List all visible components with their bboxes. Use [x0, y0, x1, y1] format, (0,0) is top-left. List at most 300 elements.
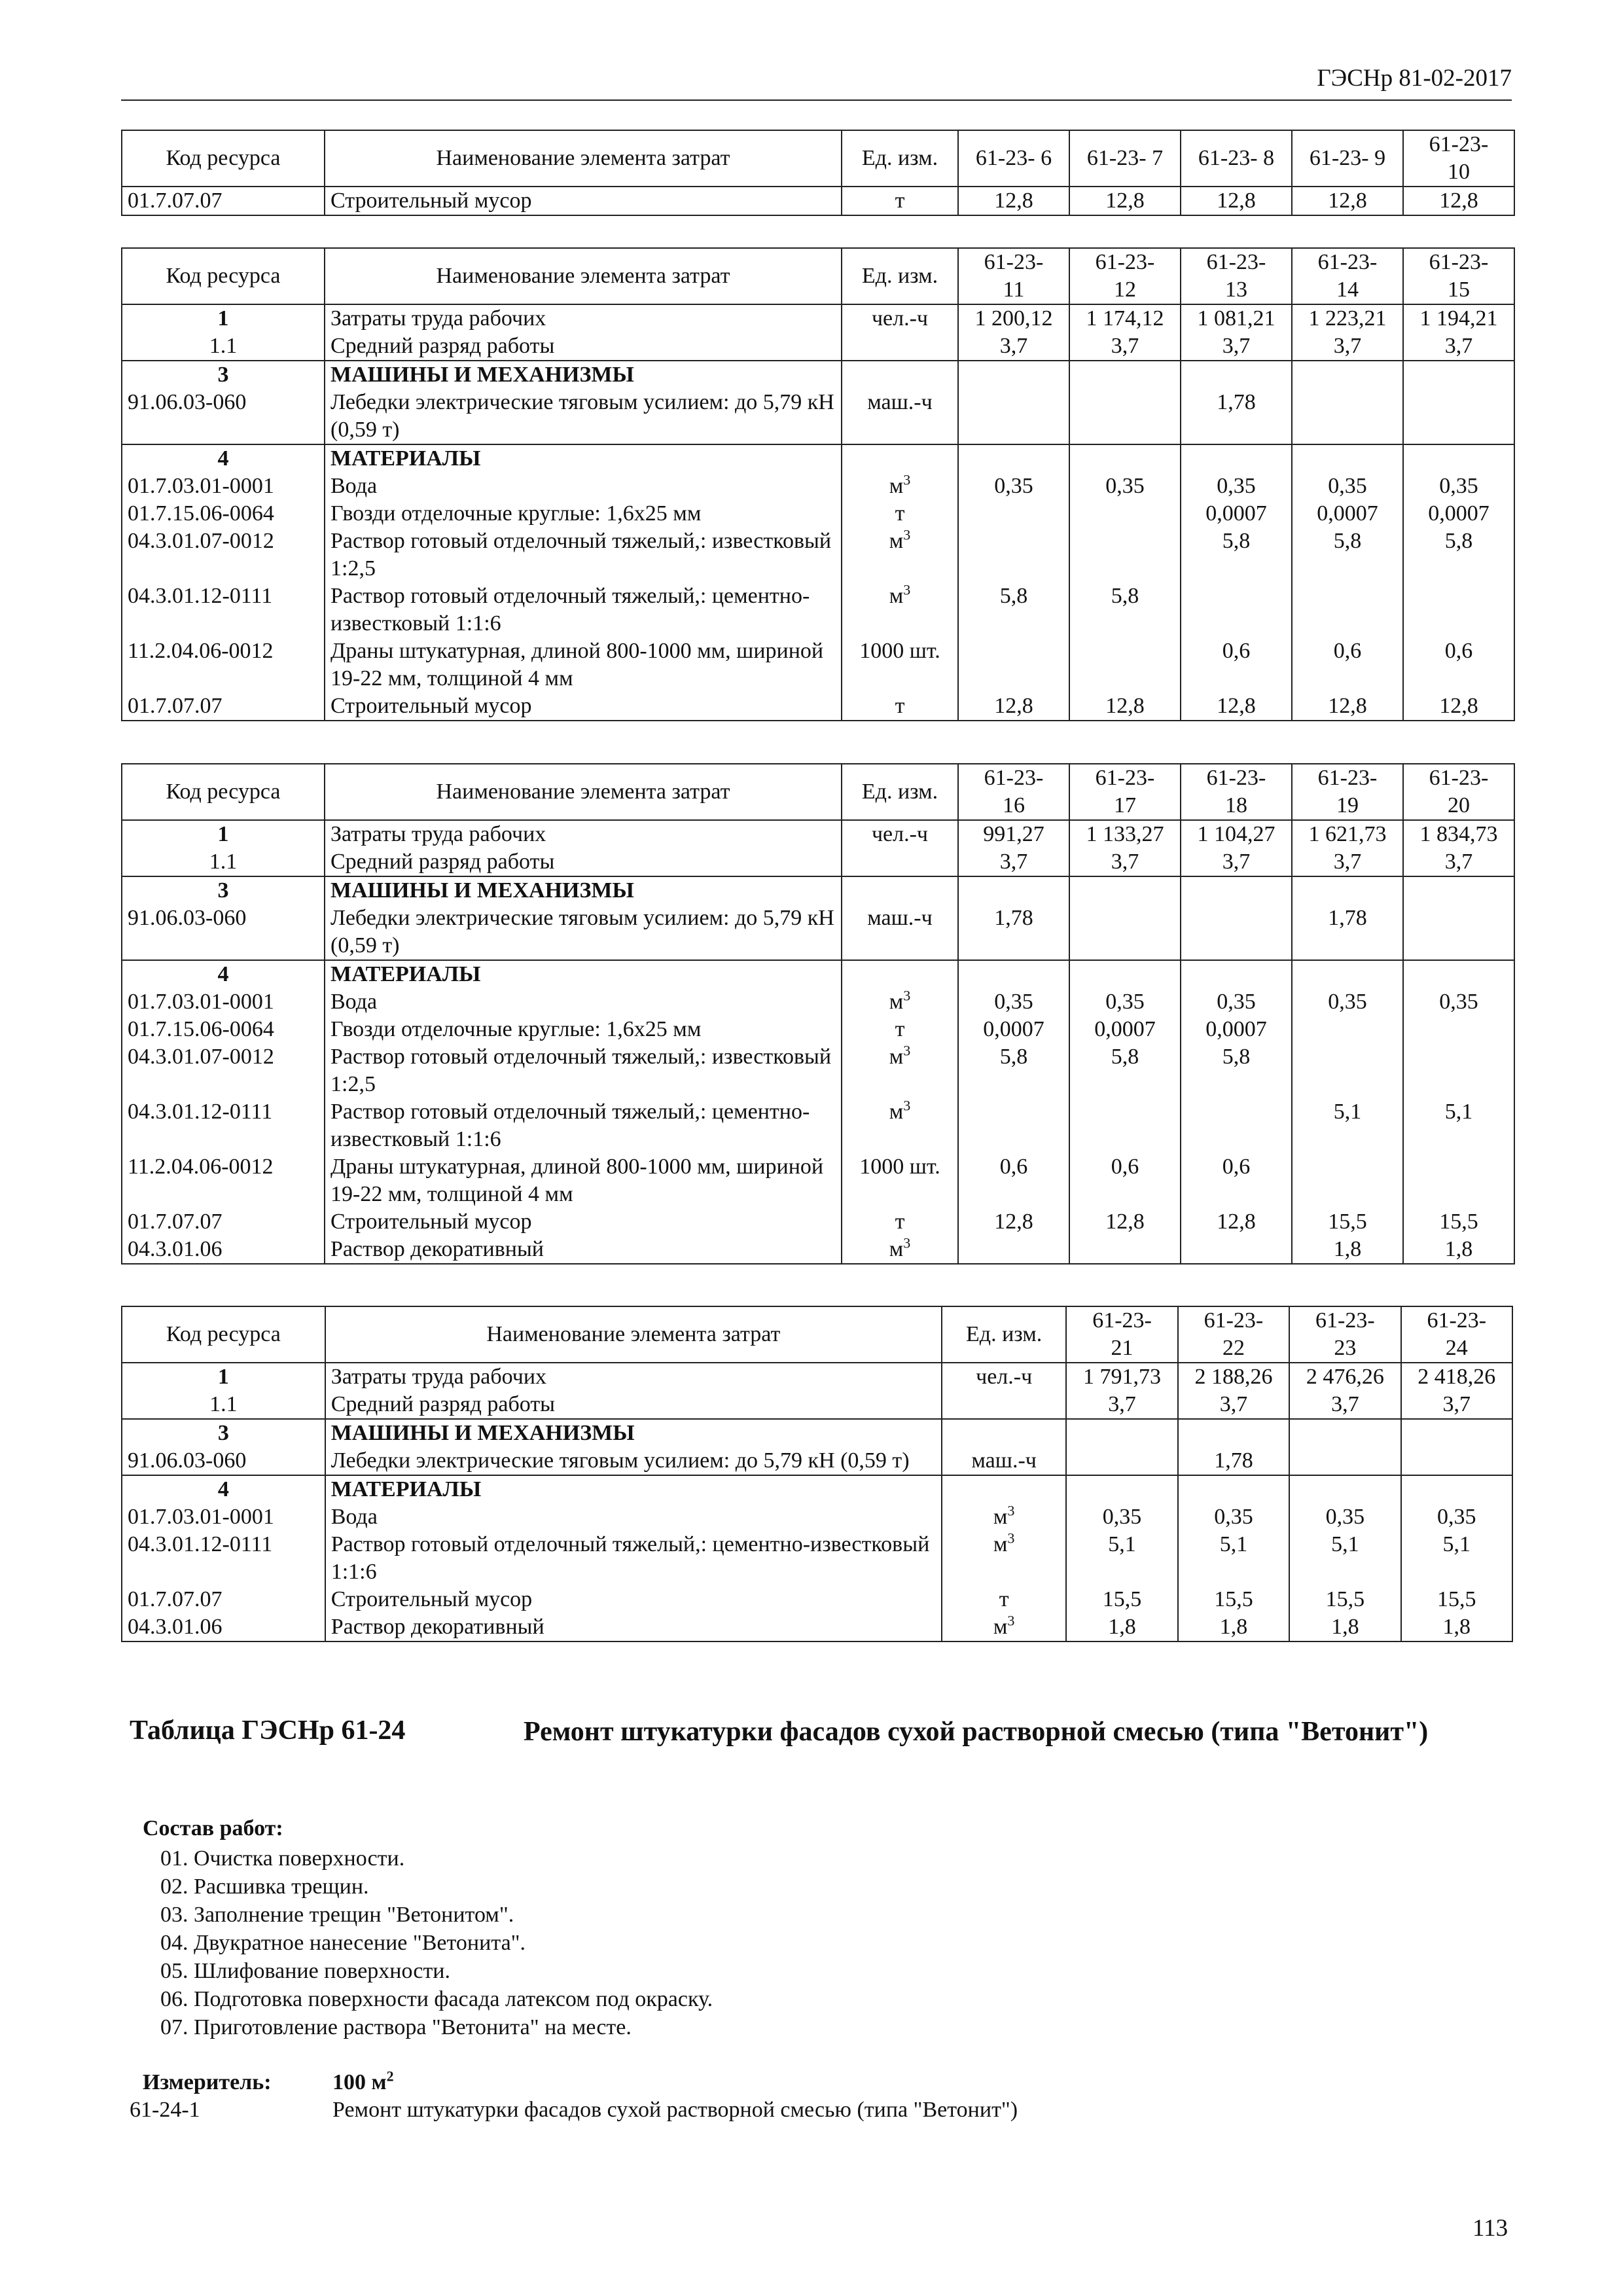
norm-value: 3,7	[1403, 848, 1514, 876]
norm-value: 5,1	[1403, 1098, 1514, 1153]
norm-value: 12,8	[1181, 187, 1292, 215]
resource-code: 01.7.15.06-0064	[122, 500, 325, 528]
work-item: 03. Заполнение трещин "Ветонитом".	[160, 1903, 514, 1927]
norm-value: 15,5	[1401, 1586, 1512, 1613]
norm-value: 0,6	[1403, 637, 1514, 692]
norm-value: 1 194,21	[1403, 304, 1514, 332]
resource-unit: $м^3$	[942, 1503, 1066, 1531]
resource-unit	[942, 1419, 1066, 1447]
norm-value: 12,8	[1292, 692, 1403, 721]
resource-code: 1	[122, 304, 325, 332]
resource-unit: т	[842, 1016, 958, 1043]
resource-name: Средний разряд работы	[325, 1391, 942, 1419]
resource-name: Строительный мусор	[325, 1586, 942, 1613]
resource-name: Затраты труда рабочих	[325, 820, 842, 848]
table-header-row	[122, 248, 1514, 304]
norm-value: 1,8	[1401, 1613, 1512, 1641]
norm-value: 1,8	[1403, 1236, 1514, 1264]
resource-code: 01.7.07.07	[122, 692, 325, 721]
resource-unit: т	[942, 1586, 1066, 1613]
norm-value: 3,7	[1401, 1391, 1512, 1419]
norm-value: 1 791,73	[1066, 1363, 1177, 1391]
col-header-unit: Ед. изм.	[842, 248, 958, 304]
resource-code: 91.06.03-060	[122, 389, 325, 444]
norm-value	[1178, 1475, 1289, 1503]
table-row	[122, 1043, 1514, 1098]
col-header-name: Наименование элемента затрат	[325, 1306, 942, 1363]
col-header-name: Наименование элемента затрат	[325, 130, 842, 187]
norm-value: 15,5	[1178, 1586, 1289, 1613]
norm-value: 0,35	[1181, 988, 1292, 1016]
resource-name: Драны штукатурная, длиной 800-1000 мм, шириной 19-22 мм, толщиной 4 мм	[325, 1153, 842, 1208]
resource-name: Средний разряд работы	[325, 332, 842, 361]
resource-unit: $м^3$	[842, 988, 958, 1016]
norm-value: 1 133,27	[1069, 820, 1181, 848]
resource-name: Строительный мусор	[325, 187, 842, 215]
norm-value: 15,5	[1403, 1208, 1514, 1236]
norm-value: 1,78	[1292, 905, 1403, 960]
resource-name: МАШИНЫ И МЕХАНИЗМЫ	[325, 876, 842, 905]
resource-code: 4	[122, 444, 325, 473]
norm-value: 3,7	[958, 848, 1069, 876]
col-header-unit: Ед. изм.	[842, 764, 958, 820]
resource-code: 01.7.15.06-0064	[122, 1016, 325, 1043]
norm-value: 15,5	[1292, 1208, 1403, 1236]
norm-value: 3,7	[1178, 1391, 1289, 1419]
group-row	[122, 1419, 1512, 1447]
norm-value: 0,35	[958, 988, 1069, 1016]
resource-unit: 1000 шт.	[842, 1153, 958, 1208]
page-number: 113	[1472, 2215, 1508, 2242]
norm-value: 15,5	[1289, 1586, 1400, 1613]
col-header-name: Наименование элемента затрат	[325, 248, 842, 304]
norm-value	[958, 1236, 1069, 1264]
col-header-norm: 61-23- 13	[1181, 248, 1292, 304]
norm-value: 0,35	[1403, 988, 1514, 1016]
norm-value	[1403, 583, 1514, 637]
norm-value: 0,6	[1292, 637, 1403, 692]
resource-code: 3	[122, 876, 325, 905]
work-item: 02. Расшивка трещин.	[160, 1874, 369, 1899]
norm-value	[1181, 583, 1292, 637]
resource-code: 1.1	[122, 848, 325, 876]
resource-unit	[842, 332, 958, 361]
group-row	[122, 361, 1514, 389]
norm-value	[1292, 876, 1403, 905]
norm-value	[958, 876, 1069, 905]
group-row	[122, 1475, 1512, 1503]
resource-unit: чел.-ч	[842, 820, 958, 848]
table-row	[122, 389, 1514, 444]
norm-value	[1066, 1475, 1177, 1503]
norm-value: 1,78	[958, 905, 1069, 960]
col-header-unit: Ед. изм.	[842, 130, 958, 187]
resource-unit: $м^3$	[842, 583, 958, 637]
norm-value	[1292, 444, 1403, 473]
resource-code: 01.7.07.07	[122, 1586, 325, 1613]
norm-value	[1069, 960, 1181, 988]
col-header-norm: 61-23- 21	[1066, 1306, 1177, 1363]
resource-unit: т	[842, 187, 958, 215]
norm-value: 0,35	[1178, 1503, 1289, 1531]
table-row	[122, 692, 1514, 721]
resource-unit: $м^3$	[842, 473, 958, 500]
norm-value	[1403, 361, 1514, 389]
norm-value	[1401, 1447, 1512, 1475]
norm-value	[1403, 960, 1514, 988]
norm-value: 0,0007	[1403, 500, 1514, 528]
resource-name: Раствор готовый отделочный тяжелый,: известковый 1:2,5	[325, 528, 842, 583]
norm-value: 3,7	[1069, 332, 1181, 361]
resource-code: 01.7.07.07	[122, 187, 325, 215]
norm-value	[958, 361, 1069, 389]
table-row	[122, 332, 1514, 361]
meter-label: Измеритель:	[143, 2070, 272, 2094]
resource-code: 04.3.01.12-0111	[122, 1531, 325, 1586]
resource-name: Затраты труда рабочих	[325, 304, 842, 332]
resource-unit	[842, 876, 958, 905]
norm-value	[1069, 500, 1181, 528]
resource-unit: $м^3$	[842, 528, 958, 583]
norm-value: 0,6	[1181, 1153, 1292, 1208]
resource-code: 4	[122, 960, 325, 988]
table-row	[122, 905, 1514, 960]
norm-value	[1401, 1419, 1512, 1447]
col-header-norm: 61-23- 15	[1403, 248, 1514, 304]
norm-value: 5,8	[1403, 528, 1514, 583]
table-row	[122, 583, 1514, 637]
norm-value: 991,27	[958, 820, 1069, 848]
resource-unit	[842, 361, 958, 389]
table-row	[122, 1016, 1514, 1043]
norm-value: 3,7	[1066, 1391, 1177, 1419]
resource-unit: чел.-ч	[842, 304, 958, 332]
resource-unit: т	[842, 1208, 958, 1236]
norm-value: 1,78	[1181, 389, 1292, 444]
group-row	[122, 820, 1514, 848]
resource-unit	[842, 848, 958, 876]
norm-value: 0,0007	[1292, 500, 1403, 528]
norm-value	[1181, 876, 1292, 905]
work-composition-title: Состав работ:	[143, 1816, 283, 1840]
resource-unit: $м^3$	[842, 1043, 958, 1098]
norm-value: 3,7	[1181, 332, 1292, 361]
resource-unit	[942, 1391, 1066, 1419]
norm-value	[1178, 1419, 1289, 1447]
norm-value: 1 621,73	[1292, 820, 1403, 848]
resource-code: 04.3.01.07-0012	[122, 528, 325, 583]
group-row	[122, 304, 1514, 332]
norm-value	[1066, 1419, 1177, 1447]
norm-value: 0,0007	[1181, 1016, 1292, 1043]
col-header-norm: 61-23- 20	[1403, 764, 1514, 820]
resource-unit: маш.-ч	[842, 905, 958, 960]
norm-value: 5,8	[1069, 583, 1181, 637]
norm-value: 1 104,27	[1181, 820, 1292, 848]
norm-value	[958, 528, 1069, 583]
norm-value	[1066, 1447, 1177, 1475]
norm-value: 5,8	[958, 583, 1069, 637]
norm-value	[1069, 905, 1181, 960]
table-row	[122, 637, 1514, 692]
norm-value	[1289, 1475, 1400, 1503]
col-header-norm: 61-23- 6	[958, 130, 1069, 187]
col-header-code: Код ресурса	[122, 1306, 325, 1363]
table-row	[122, 500, 1514, 528]
resource-name: МАШИНЫ И МЕХАНИЗМЫ	[325, 361, 842, 389]
col-header-norm: 61-23- 17	[1069, 764, 1181, 820]
table-row	[122, 1208, 1514, 1236]
resource-code: 11.2.04.06-0012	[122, 1153, 325, 1208]
norm-value: 3,7	[1289, 1391, 1400, 1419]
norm-value: 12,8	[1403, 187, 1514, 215]
table-row	[122, 1098, 1514, 1153]
norm-value	[1181, 905, 1292, 960]
norm-value: 12,8	[958, 692, 1069, 721]
resource-code: 01.7.03.01-0001	[122, 473, 325, 500]
norm-value	[1292, 389, 1403, 444]
work-composition-list	[160, 1844, 713, 2041]
norm-value: 5,8	[1181, 528, 1292, 583]
resource-name: Гвозди отделочные круглые: 1,6х25 мм	[325, 1016, 842, 1043]
norm-value	[1069, 1098, 1181, 1153]
col-header-code: Код ресурса	[122, 130, 325, 187]
norm-value: 5,8	[958, 1043, 1069, 1098]
group-row	[122, 444, 1514, 473]
resource-code: 4	[122, 1475, 325, 1503]
table-row	[122, 187, 1514, 215]
norm-value: 1,8	[1178, 1613, 1289, 1641]
norm-value: 0,0007	[1069, 1016, 1181, 1043]
norm-value	[1292, 361, 1403, 389]
work-item: 05. Шлифование поверхности.	[160, 1959, 450, 1983]
norm-value: 12,8	[1069, 1208, 1181, 1236]
norm-value	[1181, 1098, 1292, 1153]
norm-value: 0,35	[1181, 473, 1292, 500]
col-header-norm: 61-23- 23	[1289, 1306, 1400, 1363]
table-row	[122, 988, 1514, 1016]
norm-value	[1069, 876, 1181, 905]
resource-unit: маш.-ч	[842, 389, 958, 444]
price-name: Ремонт штукатурки фасадов сухой растворной смесью (типа "Ветонит")	[332, 2098, 1018, 2122]
resource-code: 04.3.01.06	[122, 1236, 325, 1264]
norm-value: 12,8	[1069, 187, 1181, 215]
resource-code: 04.3.01.07-0012	[122, 1043, 325, 1098]
norm-value	[1403, 1153, 1514, 1208]
norm-value: 1,8	[1066, 1613, 1177, 1641]
table-row	[122, 528, 1514, 583]
norm-value: 0,35	[1069, 988, 1181, 1016]
work-item: 04. Двукратное нанесение "Ветонита".	[160, 1931, 526, 1955]
norm-value	[1289, 1447, 1400, 1475]
norm-value: 5,8	[1181, 1043, 1292, 1098]
norm-value	[1181, 960, 1292, 988]
norm-value: 0,35	[1403, 473, 1514, 500]
resource-code: 1.1	[122, 332, 325, 361]
resource-name: МАТЕРИАЛЫ	[325, 1475, 942, 1503]
resource-unit	[842, 444, 958, 473]
norm-value: 2 476,26	[1289, 1363, 1400, 1391]
group-row	[122, 960, 1514, 988]
norm-value: 5,1	[1289, 1531, 1400, 1586]
norm-value: 1 200,12	[958, 304, 1069, 332]
norm-value: 5,8	[1292, 528, 1403, 583]
norm-value	[1403, 876, 1514, 905]
col-header-norm: 61-23- 12	[1069, 248, 1181, 304]
norm-value	[1069, 444, 1181, 473]
norm-value	[1403, 1016, 1514, 1043]
resource-name: Раствор готовый отделочный тяжелый,: цементно-известковый 1:1:6	[325, 1531, 942, 1586]
resource-code: 01.7.03.01-0001	[122, 1503, 325, 1531]
col-header-norm: 61-23- 8	[1181, 130, 1292, 187]
norm-value: 5,8	[1069, 1043, 1181, 1098]
resource-code: 11.2.04.06-0012	[122, 637, 325, 692]
resource-name: Гвозди отделочные круглые: 1,6х25 мм	[325, 500, 842, 528]
resource-code: 04.3.01.12-0111	[122, 583, 325, 637]
resource-code: 01.7.03.01-0001	[122, 988, 325, 1016]
norm-value	[958, 1098, 1069, 1153]
table-row	[122, 1391, 1512, 1419]
table-row	[122, 1236, 1514, 1264]
norm-value: 1 081,21	[1181, 304, 1292, 332]
price-code: 61-24-1	[130, 2098, 200, 2122]
resource-name: Средний разряд работы	[325, 848, 842, 876]
norm-value	[1292, 1016, 1403, 1043]
norm-value: 5,1	[1292, 1098, 1403, 1153]
norm-value: 0,6	[1069, 1153, 1181, 1208]
norm-value: 0,6	[958, 1153, 1069, 1208]
norm-value: 0,35	[1069, 473, 1181, 500]
table-row	[122, 473, 1514, 500]
section-table-label: Таблица ГЭСНр 61-24	[130, 1715, 406, 1746]
resource-name: МАТЕРИАЛЫ	[325, 960, 842, 988]
table-row	[122, 1503, 1512, 1531]
norm-value: 3,7	[1069, 848, 1181, 876]
norm-value: 12,8	[1181, 692, 1292, 721]
resource-code: 1	[122, 1363, 325, 1391]
norm-value: 3,7	[1403, 332, 1514, 361]
norm-value	[1292, 1043, 1403, 1098]
work-item: 01. Очистка поверхности.	[160, 1846, 405, 1871]
resource-code: 3	[122, 1419, 325, 1447]
resource-code: 91.06.03-060	[122, 1447, 325, 1475]
norm-value	[1292, 583, 1403, 637]
work-item: 06. Подготовка поверхности фасада латексом под окраску.	[160, 1987, 713, 2011]
resource-code: 04.3.01.06	[122, 1613, 325, 1641]
norm-value: 3,7	[958, 332, 1069, 361]
resource-name: Затраты труда рабочих	[325, 1363, 942, 1391]
resource-name: Раствор готовый отделочный тяжелый,: цементно-известковый 1:1:6	[325, 583, 842, 637]
norm-value	[1403, 1043, 1514, 1098]
norm-value	[1401, 1475, 1512, 1503]
norm-value: 1 174,12	[1069, 304, 1181, 332]
norm-value	[1069, 528, 1181, 583]
norm-value: 1 834,73	[1403, 820, 1514, 848]
resource-code: 01.7.07.07	[122, 1208, 325, 1236]
work-item: 07. Приготовление раствора "Ветонита" на месте.	[160, 2015, 632, 2039]
norm-value: 0,35	[1066, 1503, 1177, 1531]
norm-value: 2 188,26	[1178, 1363, 1289, 1391]
resource-name: Строительный мусор	[325, 1208, 842, 1236]
resource-code: 1	[122, 820, 325, 848]
norm-value	[1069, 361, 1181, 389]
norm-value: 3,7	[1181, 848, 1292, 876]
norm-value	[1403, 389, 1514, 444]
col-header-norm: 61-23- 18	[1181, 764, 1292, 820]
resource-unit: т	[842, 500, 958, 528]
resource-name: Раствор декоративный	[325, 1613, 942, 1641]
norm-value	[958, 389, 1069, 444]
table-row	[122, 1531, 1512, 1586]
norm-value: 12,8	[1403, 692, 1514, 721]
table-row	[122, 1153, 1514, 1208]
norm-value: 1,78	[1178, 1447, 1289, 1475]
resource-name: Лебедки электрические тяговым усилием: до 5,79 кН (0,59 т)	[325, 905, 842, 960]
group-row	[122, 1363, 1512, 1391]
resource-table-4	[121, 1306, 1513, 1642]
resource-code: 1.1	[122, 1391, 325, 1419]
col-header-norm: 61-23- 9	[1292, 130, 1403, 187]
norm-value	[1292, 1153, 1403, 1208]
meter-value: 100 $м^2$	[332, 2068, 394, 2094]
resource-name: Драны штукатурная, длиной 800-1000 мм, шириной 19-22 мм, толщиной 4 мм	[325, 637, 842, 692]
col-header-norm: 61-23- 24	[1401, 1306, 1512, 1363]
resource-name: Строительный мусор	[325, 692, 842, 721]
norm-value: 3,7	[1292, 332, 1403, 361]
norm-value	[1403, 905, 1514, 960]
norm-value: 12,8	[1069, 692, 1181, 721]
resource-unit: $м^3$	[942, 1613, 1066, 1641]
page-header	[121, 64, 1512, 101]
resource-code: 04.3.01.12-0111	[122, 1098, 325, 1153]
norm-value: 3,7	[1292, 848, 1403, 876]
norm-value: 5,1	[1178, 1531, 1289, 1586]
resource-unit: маш.-ч	[942, 1447, 1066, 1475]
table-header-row	[122, 1306, 1512, 1363]
resource-name: Вода	[325, 988, 842, 1016]
norm-value: 0,35	[1292, 473, 1403, 500]
resource-name: Лебедки электрические тяговым усилием: до 5,79 кН (0,59 т)	[325, 389, 842, 444]
resource-name: Вода	[325, 1503, 942, 1531]
resource-code: 91.06.03-060	[122, 905, 325, 960]
resource-name: Раствор готовый отделочный тяжелый,: известковый 1:2,5	[325, 1043, 842, 1098]
resource-unit: $м^3$	[942, 1531, 1066, 1586]
resource-code: 3	[122, 361, 325, 389]
col-header-norm: 61-23- 7	[1069, 130, 1181, 187]
table-row	[122, 1586, 1512, 1613]
col-header-code: Код ресурса	[122, 248, 325, 304]
resource-unit: т	[842, 692, 958, 721]
col-header-code: Код ресурса	[122, 764, 325, 820]
norm-value	[1181, 1236, 1292, 1264]
norm-value: 12,8	[1292, 187, 1403, 215]
resource-unit: $м^3$	[842, 1098, 958, 1153]
col-header-norm: 61-23- 11	[958, 248, 1069, 304]
norm-value: 12,8	[1181, 1208, 1292, 1236]
col-header-norm: 61-23- 10	[1403, 130, 1514, 187]
norm-value: 12,8	[958, 187, 1069, 215]
resource-name: МАТЕРИАЛЫ	[325, 444, 842, 473]
table-row	[122, 1447, 1512, 1475]
resource-unit: 1000 шт.	[842, 637, 958, 692]
norm-value: 15,5	[1066, 1586, 1177, 1613]
norm-value	[1069, 637, 1181, 692]
resource-unit: чел.-ч	[942, 1363, 1066, 1391]
norm-value: 12,8	[958, 1208, 1069, 1236]
norm-value	[1181, 361, 1292, 389]
group-row	[122, 876, 1514, 905]
resource-unit	[842, 960, 958, 988]
